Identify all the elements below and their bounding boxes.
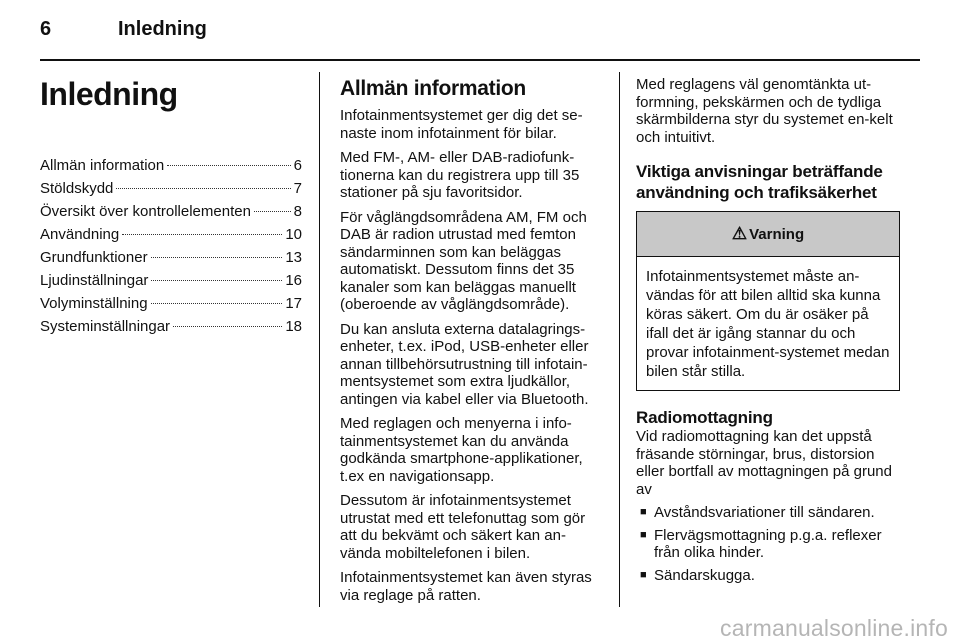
warning-header xyxy=(637,212,899,257)
toc-entry-page: 10 xyxy=(285,226,302,243)
list-item-text: Sändarskugga. xyxy=(654,566,755,584)
watermark: carmanualsonline.info xyxy=(720,615,948,641)
square-bullet-icon: ■ xyxy=(640,568,647,581)
toc-entry[interactable] xyxy=(40,246,302,269)
running-title: Inledning xyxy=(118,18,207,40)
list-item xyxy=(636,504,902,522)
section-title: Allmän information xyxy=(340,77,526,100)
general-info-column xyxy=(340,76,604,604)
list-item-text: Flervägsmottagning p.g.a. reflexer från olika hinder. xyxy=(654,526,882,561)
toc-entry-page: 18 xyxy=(285,318,302,335)
table-of-contents xyxy=(40,154,302,338)
toc-entry-label: Systeminställningar xyxy=(40,318,171,335)
body-paragraph: Infotainmentsystemet kan även styras via reglage på ratten. xyxy=(340,569,592,604)
toc-entry-label: Översikt över kontrollelementen xyxy=(40,203,251,220)
toc-entry-label: Ljudinställningar xyxy=(40,272,149,289)
warning-label: Varning xyxy=(749,225,805,243)
toc-entry[interactable] xyxy=(40,154,302,177)
warning-text: Infotainmentsystemet måste an-vändas för att bilen alltid ska kunna köras säkert. Om du är osäker på ifall det är igång stannar du och provar infotainment-systemet medan bilen står stilla. xyxy=(646,268,890,380)
toc-entry-page: 16 xyxy=(285,272,302,289)
warning-box xyxy=(636,211,900,391)
toc-leader-dots xyxy=(151,257,283,258)
toc-leader-dots xyxy=(173,326,282,327)
safety-column xyxy=(636,76,902,589)
toc-entry-page: 6 xyxy=(293,157,302,174)
toc-entry-page: 13 xyxy=(285,249,302,266)
list-item xyxy=(636,567,902,585)
toc-leader-dots xyxy=(167,165,290,166)
body-paragraph: Du kan ansluta externa datalagrings-enheter, t.ex. iPod, USB-enheter eller annan tillbehörsutrustning till infotain-mentsystemet som extra ljudkällor, antingen via kabel eller via Bluetooth. xyxy=(340,320,589,408)
toc-entry-page: 7 xyxy=(293,180,302,197)
body-paragraph: Med reglagen och menyerna i info-tainmentsystemet kan du använda godkända smartphone-applikationer, t.ex en navigationsapp. xyxy=(340,415,583,485)
toc-entry-page: 17 xyxy=(285,295,302,312)
body-paragraph: Infotainmentsystemet ger dig det se-naste inom infotainment för bilar. xyxy=(340,107,583,142)
header-rule xyxy=(40,59,920,61)
list-item-text: Avståndsvariationer till sändaren. xyxy=(654,504,875,521)
toc-leader-dots xyxy=(151,280,282,281)
toc-entry-label: Stöldskydd xyxy=(40,180,114,197)
square-bullet-icon: ■ xyxy=(640,506,647,518)
toc-leader-dots xyxy=(151,303,283,304)
body-paragraph: Vid radiomottagning kan det uppstå fräsande störningar, brus, distorsion eller bortfall av mottagningen på grund av xyxy=(636,428,892,498)
toc-entry[interactable] xyxy=(40,315,302,338)
chapter-column xyxy=(40,72,302,338)
bullet-list xyxy=(636,504,902,584)
body-paragraph: Med FM-, AM- eller DAB-radiofunk-tionerna kan du registrera upp till 35 stationer på sju favoritsidor. xyxy=(340,149,580,201)
toc-leader-dots xyxy=(254,211,291,212)
body-paragraph: Med reglagens väl genomtänkta ut-formning, pekskärmen och de tydliga skärmbilderna styr du systemet en-kelt och intuitivt. xyxy=(636,76,893,146)
column-divider xyxy=(619,72,620,607)
toc-entry[interactable] xyxy=(40,223,302,246)
body-paragraph: Dessutom är infotainmentsystemet utrustat med ett telefonuttag som gör att du bekvämt och säkert kan an-vända mobiltelefonen i bilen. xyxy=(340,492,586,562)
toc-entry-label: Allmän information xyxy=(40,157,165,174)
toc-entry[interactable] xyxy=(40,200,302,223)
chapter-title: Inledning xyxy=(40,76,178,112)
page-header xyxy=(40,18,207,48)
subsection-title: Radiomottagning xyxy=(636,408,773,427)
square-bullet-icon: ■ xyxy=(640,528,647,541)
warning-triangle-icon: ⚠ xyxy=(731,224,748,243)
body-paragraph: För våglängdsområdena AM, FM och DAB är radion utrustad med femton sändarminnen som kan beläggas automatiskt. Dessutom finns det 35 kanaler som kan beläggas manuellt (oberoende av våglängdsområde). xyxy=(340,208,587,313)
toc-entry[interactable] xyxy=(40,177,302,200)
column-divider xyxy=(319,72,320,607)
toc-entry-label: Användning xyxy=(40,226,120,243)
toc-entry-label: Grundfunktioner xyxy=(40,249,148,266)
toc-leader-dots xyxy=(122,234,282,235)
subsection-title: Viktiga anvisningar beträffande användning och trafiksäkerhet xyxy=(636,162,883,202)
toc-entry-label: Volyminställning xyxy=(40,295,148,312)
toc-entry-page: 8 xyxy=(293,203,302,220)
toc-leader-dots xyxy=(116,188,290,189)
toc-entry[interactable] xyxy=(40,292,302,315)
toc-entry[interactable] xyxy=(40,269,302,292)
list-item xyxy=(636,527,902,562)
page-number: 6 xyxy=(40,18,52,40)
